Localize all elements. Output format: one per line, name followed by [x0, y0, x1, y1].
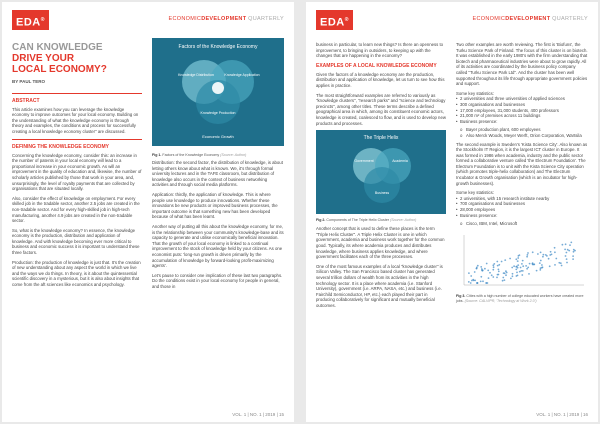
list-item: • 17,000 employees, 31,000 students, 400 professors [456, 108, 588, 114]
abstract-text: This article examines how you can leverage the knowledge economy to improve outcomes for your local economy. Building on the understanding of what the knowledge economy is through theory and examples, the conditions and process for successfully creating a local knowledge economy cluster" are discussed. [12, 106, 139, 134]
scatter-point [548, 258, 550, 260]
scatter-point [517, 267, 519, 269]
scatter-point [520, 266, 522, 268]
scatter-point [543, 254, 545, 256]
scatter-point [509, 257, 511, 259]
scatter-point [527, 254, 529, 256]
scatter-point [504, 259, 506, 261]
scatter-point [504, 272, 506, 274]
list-item: • 2 universities, with 15 research institute nearby [456, 196, 588, 202]
abstract-heading: ABSTRACT [12, 97, 40, 104]
scatter-point [498, 264, 500, 266]
scatter-point [568, 250, 570, 252]
diagram-title: Factors of the Knowledge Economy [178, 44, 258, 50]
scatter-point [540, 259, 542, 261]
paragraph: Also, consider the effect of knowledge on employment. For every skilled job in the tradable sector, another 2.5 jobs are created in the non-tradable sector. And for every high-skilled job in high-tech manufacturing, another 4.9 jobs are created in the non-tradable sector. [12, 195, 140, 224]
list-item: o Also Merck Woods, Meyer Werft, Orion Corporation, Wartsila [456, 133, 588, 139]
scatter-point [496, 260, 498, 262]
list-item: • 300 organisations and businesses [456, 102, 588, 108]
stats-sublist [456, 221, 588, 227]
scatter-point [487, 269, 489, 271]
stats-intro: Some key statistics: [456, 90, 494, 96]
list-item: • 2 universities and three universities of applied sciences [456, 96, 588, 102]
page-folio: VOL. 1 | NO. 1 | 2019 | 16 [536, 412, 588, 417]
scatter-point [542, 266, 544, 268]
scatter-point [526, 268, 528, 270]
stats-list [456, 96, 588, 124]
eda-logo: EDA® [316, 10, 353, 30]
stats-intro: Some key statistics: [456, 190, 494, 196]
scatter-point [480, 266, 482, 268]
scatter-point [537, 253, 539, 255]
scatter-point [489, 272, 491, 274]
scatter-point [480, 280, 482, 282]
middle-column [152, 160, 284, 293]
scatter-point [526, 256, 528, 258]
scatter-point [521, 274, 523, 276]
scatter-point [532, 262, 534, 264]
right-left-column [316, 42, 446, 313]
stats-list [456, 196, 588, 218]
scatter-point [488, 277, 490, 279]
scatter-point [520, 270, 522, 272]
paragraph: Given the factors of a knowledge economy are the production, distribution and application of knowledge, let us turn to see how this applies in practice. [316, 71, 445, 88]
paragraph: Distribution: the second factor, the distribution of knowledge, is about letting others know about what is known. We, it's through formal university lectures and in the TAFE classroom, but distribution of knowledge also occurs in the context of business networking activities and through social media platforms. [152, 160, 283, 188]
author-byline: BY PAUL TERO [12, 79, 46, 84]
list-item: • 700 organisations and businesses [456, 201, 588, 207]
scatter-point [525, 265, 527, 267]
scatter-point [471, 279, 473, 281]
scatter-point [555, 257, 557, 259]
scatter-point [482, 280, 484, 282]
paragraph: Production: the production of knowledge is just that. It's the creation of new understanding about any aspect the world in which we live and the ways we do things. In theory, is it about the quintessential scientific discovery in a mysterious, but it is also about insights that come from the aft sciences like economics and psychology. [12, 259, 141, 288]
scatter-point [516, 275, 518, 277]
scatter-point [521, 263, 523, 265]
paragraph: Another concept that is used to define these places is the term "Triple Helix Cluster". A Triple Helix Cluster is one in which government, academia and business work together for the common good. Typically, its where academia produces and distributes knowledge, where business applies knowledge, and where government facilitates each of the three processes. [316, 226, 445, 260]
scatter-point [498, 270, 500, 272]
scatter-point [485, 282, 487, 284]
scatter-point [572, 258, 574, 260]
scatter-point [502, 276, 504, 278]
stats-sublist [456, 127, 588, 138]
list-item: • 28,000 employees [456, 207, 588, 213]
scatter-point [554, 247, 556, 249]
scatter-point [498, 268, 500, 270]
scatter-point [517, 264, 519, 266]
scatter-point [498, 273, 500, 275]
scatter-point [549, 265, 551, 267]
scatter-point [540, 267, 542, 269]
scatter-point [522, 260, 524, 262]
scatter-point [484, 268, 486, 270]
scatter-point [566, 261, 568, 263]
paragraph: Application: thirdly, the application of knowledge. This is where people use knowledge to produce innovations. Whether these innovations be new products or improved business processes, the important outcome is that something new has been developed because of what has been learnt. [152, 191, 278, 220]
scatter-point [528, 273, 530, 275]
scatter-point [533, 263, 535, 265]
scatter-point [473, 279, 475, 281]
diagram-label: Business [374, 191, 390, 196]
scatter-point [570, 241, 572, 243]
scatter-point [519, 254, 521, 256]
diagram-label: Knowledge Production [200, 111, 236, 115]
scatter-point [477, 282, 479, 284]
scatter-point [480, 276, 482, 278]
diagram-label: Economic Growth [202, 134, 234, 139]
scatter-point [510, 277, 512, 279]
paragraph: Concerning the knowledge economy, consider this: an increase in the number of patents in your local economy will lead to a proportional increase in your economic growth. As will an improvement in the quality of education and, likewise, the number of scholarly articles published by those that work in your area, and, unsurprisingly, the level of royalty payments that are collected by organisations that are situated locally. [12, 152, 142, 192]
figure-1 [152, 38, 284, 158]
list-item: o Bayer production plant, 600 employees [456, 127, 588, 133]
scatter-point [554, 251, 556, 253]
list-item: • 21,000 m² of premises across 11 buildings [456, 113, 588, 119]
figure-3 [456, 231, 588, 304]
scatter-point [573, 251, 575, 253]
scatter-point [486, 262, 488, 264]
scatter-point [522, 265, 524, 267]
diagram-title: The Triple Helix [363, 135, 399, 142]
left-page [2, 2, 294, 422]
scatter-point [566, 251, 568, 253]
scatter-point [496, 276, 498, 278]
left-column [12, 42, 142, 292]
scatter-point [542, 256, 544, 258]
scatter-point [505, 274, 507, 276]
scatter-point [474, 271, 476, 273]
scatter-point [527, 266, 529, 268]
article-title: CAN KNOWLEDGE DRIVE YOUR LOCAL ECONOMY? [12, 42, 107, 75]
figure-2 [316, 130, 446, 222]
scatter-point [539, 269, 541, 271]
venn-center [212, 82, 224, 94]
scatter-point [492, 276, 494, 278]
scatter-point [567, 249, 569, 251]
scatter-point [511, 266, 513, 268]
figure-caption: Fig 1. Factors of the Knowledge Economy (Source: Author) [152, 153, 247, 157]
scatter-point [515, 268, 517, 270]
list-item: • Business presence: [456, 119, 588, 125]
scatter-point [569, 244, 571, 246]
scatter-point [550, 251, 552, 253]
diagram-label: Government [354, 159, 374, 164]
scatter-point [497, 265, 499, 267]
scatter-point [541, 264, 543, 266]
paragraph: The most straightforward examples are referred to variously as "knowledge clusters", "research parks" and "science and technology precincts", among other titles. These terms describe a defined geographical area in which, among its constituent economic actors, knowledge is created, coalesced to flow, and is used to develop new products and processes. [316, 92, 446, 126]
scatter-point [477, 265, 479, 267]
paragraph: So, what is the knowledge economy? In essence, the knowledge economy is the production, distribution and application of knowledge. And with knowledge becoming ever more critical to business and economic success it is important to understand these three factors. [12, 227, 140, 256]
divider [12, 139, 142, 140]
scatter-point [468, 272, 470, 274]
scatter-chart [456, 231, 588, 291]
eda-logo: EDA® [12, 10, 49, 30]
right-right-column [456, 42, 588, 303]
scatter-point [513, 265, 515, 267]
page-folio: VOL. 1 | NO. 1 | 2019 | 15 [232, 412, 284, 417]
scatter-point [540, 251, 542, 253]
scatter-point [566, 258, 568, 260]
scatter-point [565, 255, 567, 257]
scatter-point [558, 262, 560, 264]
scatter-point [536, 270, 538, 272]
section-heading: DEFINING THE KNOWLEDGE ECONOMY [12, 143, 109, 150]
scatter-point [492, 264, 494, 266]
paragraph: The second example is Sweden's 'Kista Science City'. Also known as the Stockholm IT Region, it is the largest ICT cluster in Europe. It was formed in 1986 when academia, industry and the public sector formed a collaborative venture called 'the Electrum Foundation'. The Electrum Foundation is to unit with the Kista Science City operation (which promotes triple-helix collaboration) and The Electrum Incubator & Growth organisation (which is an incubator for high-growth businesses). [456, 141, 588, 186]
scatter-point [501, 260, 503, 262]
scatter-point [565, 243, 567, 245]
scatter-point [554, 264, 556, 266]
scatter-point [493, 266, 495, 268]
scatter-point [517, 260, 519, 262]
list-item: o Cisco, IBM, Intel, Microsoft [456, 221, 588, 227]
section-heading: EXAMPLES OF A LOCAL KNOWLEDGE ECONOMY [316, 62, 437, 69]
triple-helix-diagram [316, 130, 446, 214]
scatter-point [561, 264, 563, 266]
scatter-point [572, 255, 574, 257]
paragraph: One of the most famous examples of a local "knowledge cluster" is Silicon Valley. The San Francisco based cluster has generated several trillion dollars of wealth from its activities in the high technology sector. It is a place where academia (i.e. Stanford University), government (i.e. ARPA, NASA, etc.) and business (i.e. Fairchild Semiconductor, HP, etc.) each played their part in producing collaboratively for significant and mutually beneficial outcomes. [316, 263, 443, 308]
paragraph: business in particular, to learn new things? Is there an openness to improvement, to bringing in outsiders, to keeping up with the changes that are happening in the economy? [316, 42, 444, 59]
paragraph: Let's pause to consider one implication of these last two paragraphs. Do the conditions exist in your local economy for people in general, and those in [152, 272, 283, 289]
figure-caption: Fig 3. Cities with a high number of college educated workers have created more jobs. (Source: CALVIPR, 'Technology at Work 2.0') [456, 294, 584, 303]
divider [12, 93, 142, 94]
running-header: ECONOMICDEVELOPMENT QUARTERLY [168, 16, 284, 22]
scatter-point [512, 273, 514, 275]
scatter-point [470, 282, 472, 284]
scatter-point [546, 255, 548, 257]
scatter-point [529, 263, 531, 265]
scatter-point [527, 252, 529, 254]
scatter-point [468, 281, 470, 283]
scatter-point [491, 274, 493, 276]
scatter-point [476, 267, 478, 269]
running-header: ECONOMICDEVELOPMENT QUARTERLY [472, 16, 588, 22]
figure-caption: Fig 2. Components of The Triple Helix Cluster (Source: Author) [316, 217, 417, 222]
scatter-point [573, 249, 575, 251]
venn-circle [364, 167, 400, 203]
scatter-point [502, 280, 504, 282]
scatter-point [470, 275, 472, 277]
scatter-point [549, 254, 551, 256]
paragraph: Another way of putting all this about the knowledge economy, for me, is the relationship between your community's knowledge-base and its capacity to generate and utilise economically beneficial innovation. That the growth of your local economy is linked to a continual improvement to the stock of knowledge held by your citizens. As one economist puts: 'long-run growth is driven primarily by the accumulation of knowledge by forward-looking profit-maximizing agents'. [152, 223, 284, 269]
scatter-point [492, 269, 494, 271]
scatter-point [515, 258, 517, 260]
scatter-point [504, 279, 506, 281]
diagram-label: Knowledge Application [224, 73, 260, 77]
scatter-point [516, 271, 518, 273]
scatter-point [532, 251, 534, 253]
list-item: • Business presence: [456, 213, 588, 219]
scatter-point [539, 262, 541, 264]
scatter-point [512, 275, 514, 277]
scatter-point [564, 248, 566, 250]
scatter-point [562, 244, 564, 246]
scatter-point [505, 270, 507, 272]
paragraph: Two other examples are worth reviewing. The first is 'Biofuns', the Turku Science Park of Finland. The focus of this cluster is on biotech. It was established in the early 1980's with the firm understanding that biotech and pharmaceutical industries were about to grow rapidly. All of its activities are coordinated by the business policy company called "Turku Science Park Ltd". And the cluster has been well supported throughout its life through appropriate government policies and support. [456, 42, 588, 87]
diagram-label: Knowledge Distribution [178, 73, 214, 77]
scatter-point [517, 257, 519, 259]
diagram-label: Academia [392, 159, 408, 164]
scatter-point [482, 270, 484, 272]
knowledge-factors-diagram [152, 38, 284, 146]
right-page [306, 2, 598, 422]
